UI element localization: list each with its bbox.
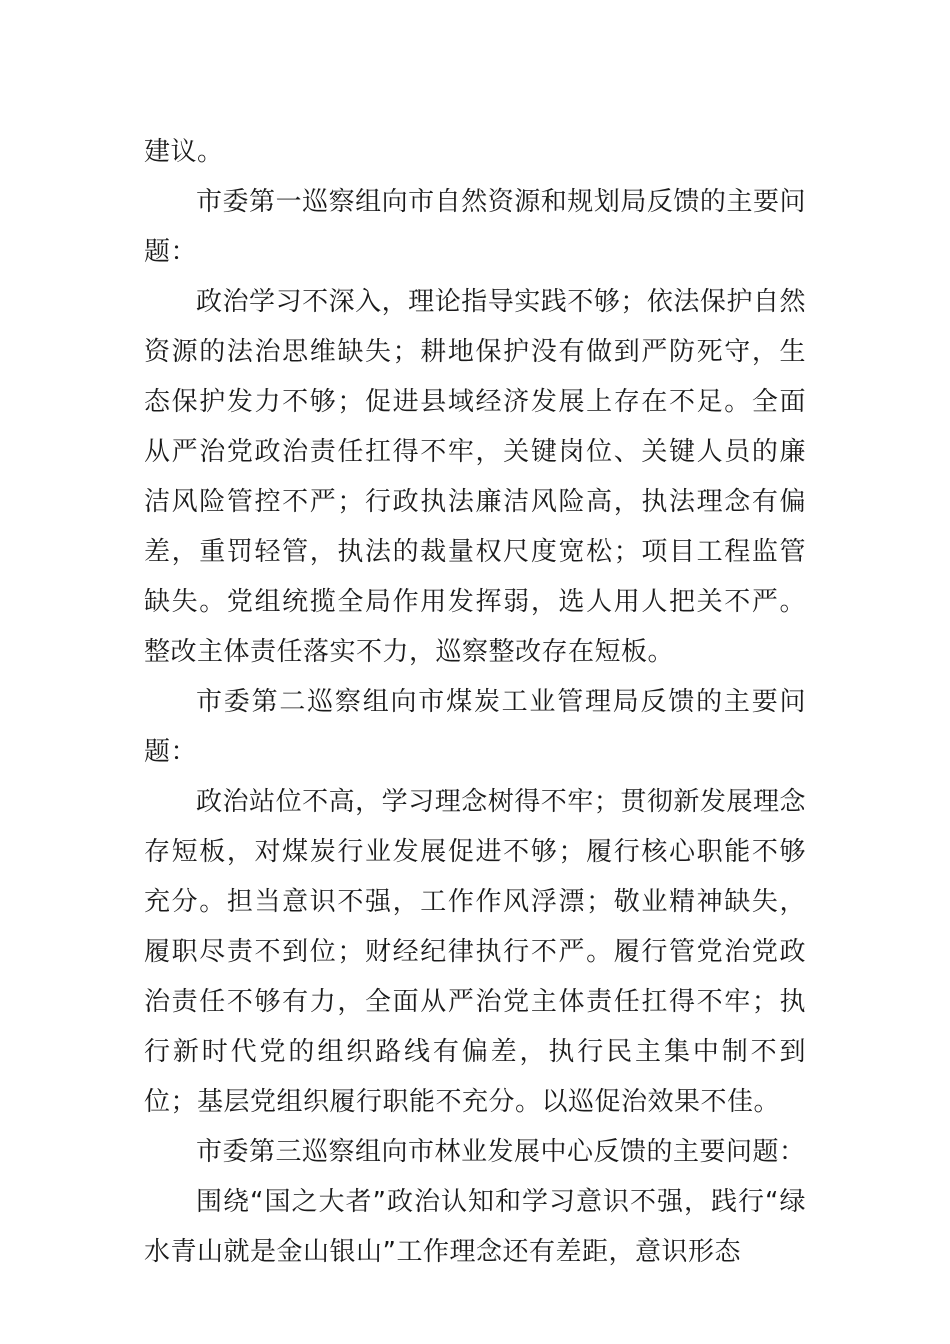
paragraph-2: 市委第一巡察组向市自然资源和规划局反馈的主要问题： [144,187,806,267]
paragraph-1: 建议。 [144,137,224,167]
document-body [144,127,806,1277]
paragraph-4: 市委第二巡察组向市煤炭工业管理局反馈的主要问题： [144,687,806,767]
paragraph-5: 政治站位不高，学习理念树得不牢；贯彻新发展理念存短板，对煤炭行业发展促进不够；履行核心职能不够充分。担当意识不强，工作作风浮漂；敬业精神缺失，履职尽责不到位；财经纪律执行不严。履行管党治党政治责任不够有力，全面从严治党主体责任扛得不牢；执行新时代党的组织路线有偏差，执行民主集中制不到位；基层党组织履行职能不充分。以巡促治效果不佳。 [144,787,806,1117]
paragraph-3: 政治学习不深入，理论指导实践不够；依法保护自然资源的法治思维缺失；耕地保护没有做到严防死守，生态保护发力不够；促进县域经济发展上存在不足。全面从严治党政治责任扛得不牢，关键岗位、关键人员的廉洁风险管控不严；行政执法廉洁风险高，执法理念有偏差，重罚轻管，执法的裁量权尺度宽松；项目工程监管缺失。党组统揽全局作用发挥弱，选人用人把关不严。整改主体责任落实不力，巡察整改存在短板。 [144,287,806,667]
paragraph-6: 市委第三巡察组向市林业发展中心反馈的主要问题： [196,1137,806,1167]
paragraph-7: 围绕“国之大者”政治认知和学习意识不强，践行“绿水青山就是金山银山”工作理念还有差距，意识形态 [144,1187,806,1267]
